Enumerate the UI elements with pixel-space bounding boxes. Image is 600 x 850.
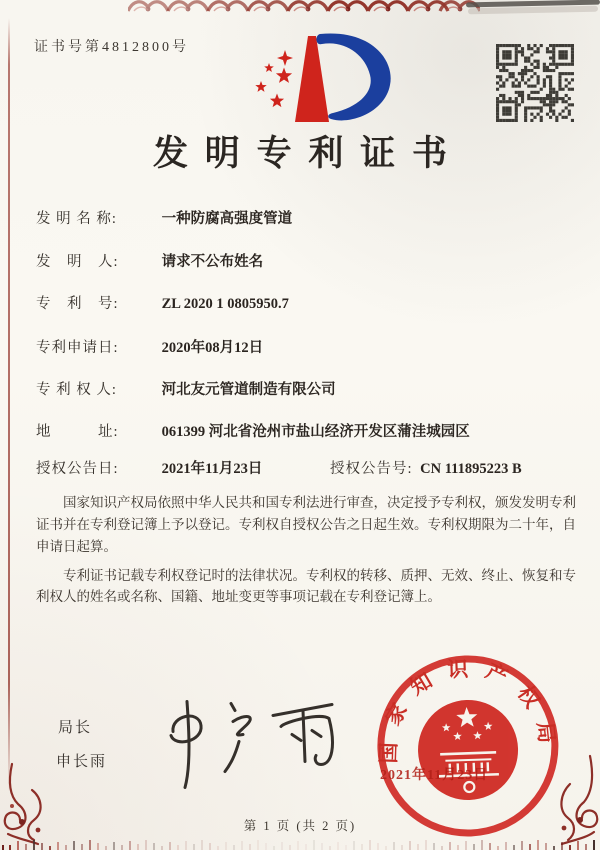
field-grant-date [36,461,262,477]
seal-date: 2021年11月23日 [380,768,489,783]
field-label: 发 明 名 称: [36,211,117,227]
qr-code-icon [496,44,574,122]
corner-flourish-left [0,760,62,848]
page-footer: 第 1 页 (共 2 页) [243,819,357,833]
field-value: 请求不公布姓名 [161,254,264,270]
certificate-number: 证书号第4812800号 [34,40,189,55]
field-patentee [36,378,584,399]
field-label: 专利申请日: [36,340,119,356]
commissioner-name: 申长雨 [56,753,108,770]
field-value: ZL 2020 1 0805950.7 [161,296,289,312]
cnipa-logo [232,28,412,128]
field-grant-row [36,457,584,478]
field-label: 专 利 权 人: [36,382,117,398]
field-filing-date [36,336,584,357]
field-label: 发 明 人: [36,254,119,270]
field-value: 061399 河北省沧州市盐山经济开发区蒲洼城园区 [161,424,470,440]
field-address [36,420,584,441]
field-grant-number [330,457,522,478]
field-invention-name [36,207,584,228]
certificate-title: 发明专利证书 [152,134,464,173]
photo-top-edge-shadow [468,6,598,15]
logo-sparkle [277,50,293,66]
top-ornament-border [128,0,480,16]
field-value: 河北友元管道制造有限公司 [161,382,336,398]
legal-paragraph-1: 国家知识产权局依照中华人民共和国专利法进行审查，决定授予专利权，颁发发明专利证书并在专利登记簿上予以登记。专利权自授权公告之日起生效。专利权期限为二十年，自申请日起算。 [36,495,576,554]
legal-paragraph-2: 专利证书记载专利权登记时的法律状况。专利权的转移、质押、无效、终止、恢复和专利权人的姓名或名称、国籍、地址变更等事项记载在专利登记簿上。 [36,567,576,605]
legal-text-block [36,492,576,615]
national-emblem [416,698,519,801]
field-value: 2021年11月23日 [161,461,263,477]
seal-agency-text: 国家知识产权局 [376,656,561,764]
field-label: 地 址: [36,424,119,440]
field-label: 专 利 号: [36,296,119,312]
commissioner-title: 局长 [58,719,93,736]
field-patent-number [36,292,584,313]
field-label: 授权公告号: [330,461,413,477]
field-value: 2020年08月12日 [161,340,264,356]
field-value: CN 111895223 B [420,461,522,477]
field-label: 授权公告日: [36,461,119,477]
handwritten-signature [135,688,345,796]
field-value: 一种防腐高强度管道 [161,211,293,227]
logo-blue-p [316,33,390,120]
field-inventor [36,250,584,271]
logo-red-wedge [295,36,329,122]
